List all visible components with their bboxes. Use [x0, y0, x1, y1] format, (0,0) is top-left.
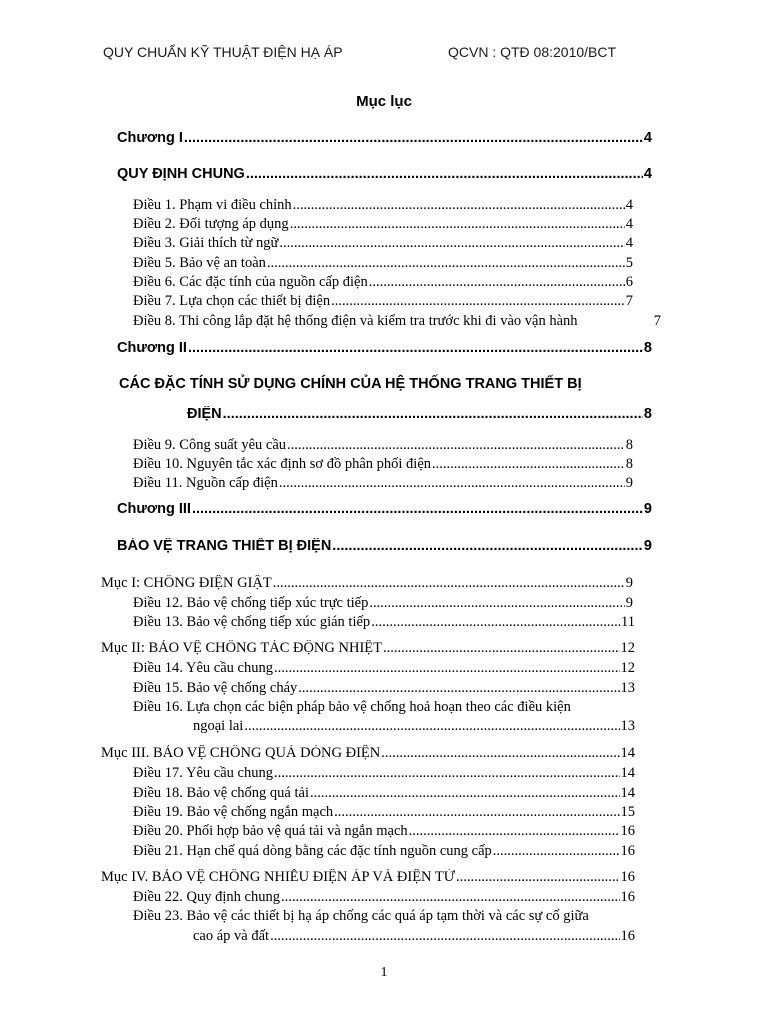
- toc-page-number: 6: [625, 274, 633, 290]
- toc-article-16[interactable]: Điều 16. Lựa chọn các biện pháp bảo vệ chống hoả hoạn theo các điều kiện: [133, 699, 571, 715]
- leader-dots: [223, 406, 643, 422]
- toc-article-5[interactable]: [133, 255, 633, 272]
- header-title: QUY CHUẨN KỸ THUẬT ĐIỆN HẠ ÁP: [103, 44, 343, 60]
- toc-entry-text: ngoại lai: [193, 718, 244, 734]
- toc-page-number: 16: [620, 889, 635, 905]
- toc-entry-text: Điều 2. Đối tượng áp dụng: [133, 216, 289, 232]
- toc-page-number: 5: [625, 255, 633, 271]
- toc-page-number: 7: [625, 293, 633, 309]
- toc-article-1[interactable]: [133, 197, 633, 214]
- toc-entry-text: Điều 17. Yêu cầu chung: [133, 765, 273, 781]
- toc-article-18[interactable]: [133, 785, 635, 802]
- leader-dots: [274, 660, 620, 677]
- toc-page-number: 13: [620, 718, 635, 734]
- toc-page-number: 9: [625, 595, 633, 611]
- leader-dots: [409, 823, 620, 840]
- toc-article-8[interactable]: [133, 313, 661, 330]
- toc-article-2[interactable]: [133, 216, 633, 233]
- leader-dots: [184, 130, 643, 146]
- leader-dots: [290, 216, 625, 233]
- leader-dots: [432, 456, 625, 473]
- toc-entry-text: Điều 7. Lựa chọn các thiết bị điện: [133, 293, 331, 309]
- leader-dots: [274, 765, 620, 782]
- leader-dots: [381, 745, 619, 762]
- toc-section-3[interactable]: [101, 745, 635, 762]
- toc-entry-text: Điều 15. Bảo vệ chống cháy: [133, 680, 298, 696]
- toc-entry-text: Điều 21. Hạn chế quá dòng bằng các đặc tính nguồn cung cấp: [133, 843, 492, 859]
- toc-article-14[interactable]: [133, 660, 635, 677]
- toc-article-15[interactable]: [133, 680, 635, 697]
- toc-entry-text: Điều 1. Phạm vi điều chỉnh: [133, 197, 292, 213]
- toc-entry-text: Mục I: CHỐNG ĐIỆN GIẬT: [101, 575, 272, 591]
- leader-dots: [246, 166, 643, 182]
- toc-entry-text: BẢO VỆ TRANG THIẾT BỊ ĐIỆN: [117, 538, 332, 554]
- toc-entry-text: Điều 3. Giải thích từ ngữ: [133, 235, 279, 251]
- toc-page-number: 4: [643, 166, 652, 182]
- toc-page-number: 8: [643, 406, 652, 422]
- toc-article-19[interactable]: [133, 804, 635, 821]
- toc-article-7[interactable]: [133, 293, 633, 310]
- leader-dots: [270, 928, 619, 945]
- toc-entry-text: Điều 20. Phối hợp bảo vệ quá tải và ngắn mạch: [133, 823, 408, 839]
- toc-page-number: 15: [620, 804, 635, 820]
- toc-article-3[interactable]: [133, 235, 633, 252]
- toc-chapter-2-title[interactable]: CÁC ĐẶC TÍNH SỬ DỤNG CHÍNH CỦA HỆ THỐNG TRANG THIẾT BỊ: [119, 376, 582, 392]
- toc-page-number: 13: [620, 680, 635, 696]
- toc-entry-text: Chương II: [117, 340, 187, 356]
- toc-entry-text: ĐIỆN: [187, 406, 222, 422]
- toc-article-13[interactable]: [133, 614, 635, 631]
- leader-dots: [244, 718, 619, 735]
- toc-chapter-2-title-cont[interactable]: [187, 406, 652, 422]
- toc-chapter-1[interactable]: [117, 130, 652, 146]
- toc-entry-text: Điều 14. Yêu cầu chung: [133, 660, 273, 676]
- toc-section-1[interactable]: [101, 575, 633, 592]
- toc-entry-text: Điều 13. Bảo vệ chống tiếp xúc gián tiếp: [133, 614, 371, 630]
- toc-page-number: 16: [620, 869, 635, 885]
- toc-page-number: 9: [643, 501, 652, 517]
- page-number: 1: [380, 965, 388, 980]
- toc-page-number: 16: [620, 843, 635, 859]
- toc-entry-text: Điều 9. Công suất yêu cầu: [133, 437, 287, 453]
- toc-entry-text: Điều 18. Bảo vệ chống quá tải: [133, 785, 309, 801]
- toc-page-number: 7: [653, 313, 661, 329]
- leader-dots: [267, 255, 625, 272]
- toc-page-number: 11: [621, 614, 635, 630]
- leader-dots: [369, 274, 625, 291]
- toc-entry-text: Điều 11. Nguồn cấp điện: [133, 475, 278, 491]
- toc-chapter-1-title[interactable]: [117, 166, 652, 182]
- toc-entry-text: Mục IV. BẢO VỆ CHỐNG NHIỄU ĐIỆN ÁP VÀ ĐIỆN TỪ: [101, 869, 456, 885]
- toc-article-22[interactable]: [133, 889, 635, 906]
- leader-dots: [456, 869, 619, 886]
- toc-page-number: 4: [625, 235, 633, 251]
- toc-page-number: 16: [620, 823, 635, 839]
- toc-page-number: 4: [643, 130, 652, 146]
- toc-entry-text: Mục III. BẢO VỆ CHỐNG QUÁ DÒNG ĐIỆN: [101, 745, 381, 761]
- toc-article-6[interactable]: [133, 274, 633, 291]
- toc-page-number: 8: [643, 340, 652, 356]
- leader-dots: [493, 843, 620, 860]
- toc-chapter-2[interactable]: [117, 340, 652, 356]
- toc-article-17[interactable]: [133, 765, 635, 782]
- toc-entry-text: Chương III: [117, 501, 191, 517]
- leader-dots: [273, 575, 625, 592]
- toc-page-number: 14: [620, 745, 635, 761]
- toc-page-number: 4: [625, 216, 633, 232]
- toc-chapter-3[interactable]: [117, 501, 652, 517]
- leader-dots: [192, 501, 643, 517]
- toc-page-number: 14: [620, 765, 635, 781]
- toc-page-number: 9: [625, 575, 633, 591]
- leader-dots: [383, 640, 620, 657]
- toc-article-11[interactable]: [133, 475, 633, 492]
- toc-entry-text: Điều 8. Thi công lắp đặt hệ thống điện và kiểm tra trước khi đi vào vận hành: [133, 313, 578, 329]
- leader-dots: [310, 785, 620, 802]
- leader-dots: [188, 340, 643, 356]
- toc-page-number: 8: [625, 456, 633, 472]
- leader-dots: [334, 804, 619, 821]
- leader-dots: [371, 614, 620, 631]
- toc-article-20[interactable]: [133, 823, 635, 840]
- leader-dots: [287, 437, 625, 454]
- toc-article-16-cont[interactable]: [193, 718, 635, 735]
- toc-section-4[interactable]: [101, 869, 635, 886]
- toc-entry-text: QUY ĐỊNH CHUNG: [117, 166, 245, 182]
- leader-dots: [279, 235, 624, 252]
- toc-entry-text: Chương I: [117, 130, 183, 146]
- toc-page-number: 9: [643, 538, 652, 554]
- leader-dots: [332, 538, 643, 554]
- header-code: QCVN : QTĐ 08:2010/BCT: [448, 44, 617, 60]
- toc-entry-text: Điều 6. Các đặc tính của nguồn cấp điện: [133, 274, 368, 290]
- toc-article-23-cont[interactable]: [193, 928, 635, 945]
- toc-entry-text: Điều 12. Bảo vệ chống tiếp xúc trực tiếp: [133, 595, 369, 611]
- toc-page-number: 12: [620, 660, 635, 676]
- leader-dots: [281, 889, 620, 906]
- toc-page-number: 4: [625, 197, 633, 213]
- toc-page-number: 16: [620, 928, 635, 944]
- leader-dots: [293, 197, 625, 214]
- leader-dots: [369, 595, 624, 612]
- toc-chapter-3-title[interactable]: [117, 538, 652, 554]
- toc-entry-text: Điều 22. Quy định chung: [133, 889, 280, 905]
- toc-entry-text: Điều 19. Bảo vệ chống ngắn mạch: [133, 804, 334, 820]
- leader-dots: [298, 680, 619, 697]
- page-title: Mục lục: [356, 93, 412, 110]
- toc-article-21[interactable]: [133, 843, 635, 860]
- toc-page-number: 14: [620, 785, 635, 801]
- leader-dots: [279, 475, 625, 492]
- toc-article-23[interactable]: Điều 23. Bảo vệ các thiết bị hạ áp chống các quá áp tạm thời và các sự cố giữa: [133, 908, 589, 924]
- toc-entry-text: Mục II: BẢO VỆ CHỐNG TÁC ĐỘNG NHIỆT: [101, 640, 382, 656]
- toc-page-number: 8: [625, 437, 633, 453]
- toc-page-number: 9: [625, 475, 633, 491]
- toc-entry-text: Điều 10. Nguyên tắc xác định sơ đồ phân phối điện: [133, 456, 432, 472]
- toc-entry-text: Điều 5. Bảo vệ an toàn: [133, 255, 266, 271]
- toc-entry-text: cao áp và đất: [193, 928, 270, 944]
- toc-page-number: 12: [620, 640, 635, 656]
- toc-section-2[interactable]: [101, 640, 635, 657]
- toc-article-10[interactable]: [133, 456, 633, 473]
- leader-dots: [331, 293, 625, 310]
- toc-article-12[interactable]: [133, 595, 633, 612]
- toc-article-9[interactable]: [133, 437, 633, 454]
